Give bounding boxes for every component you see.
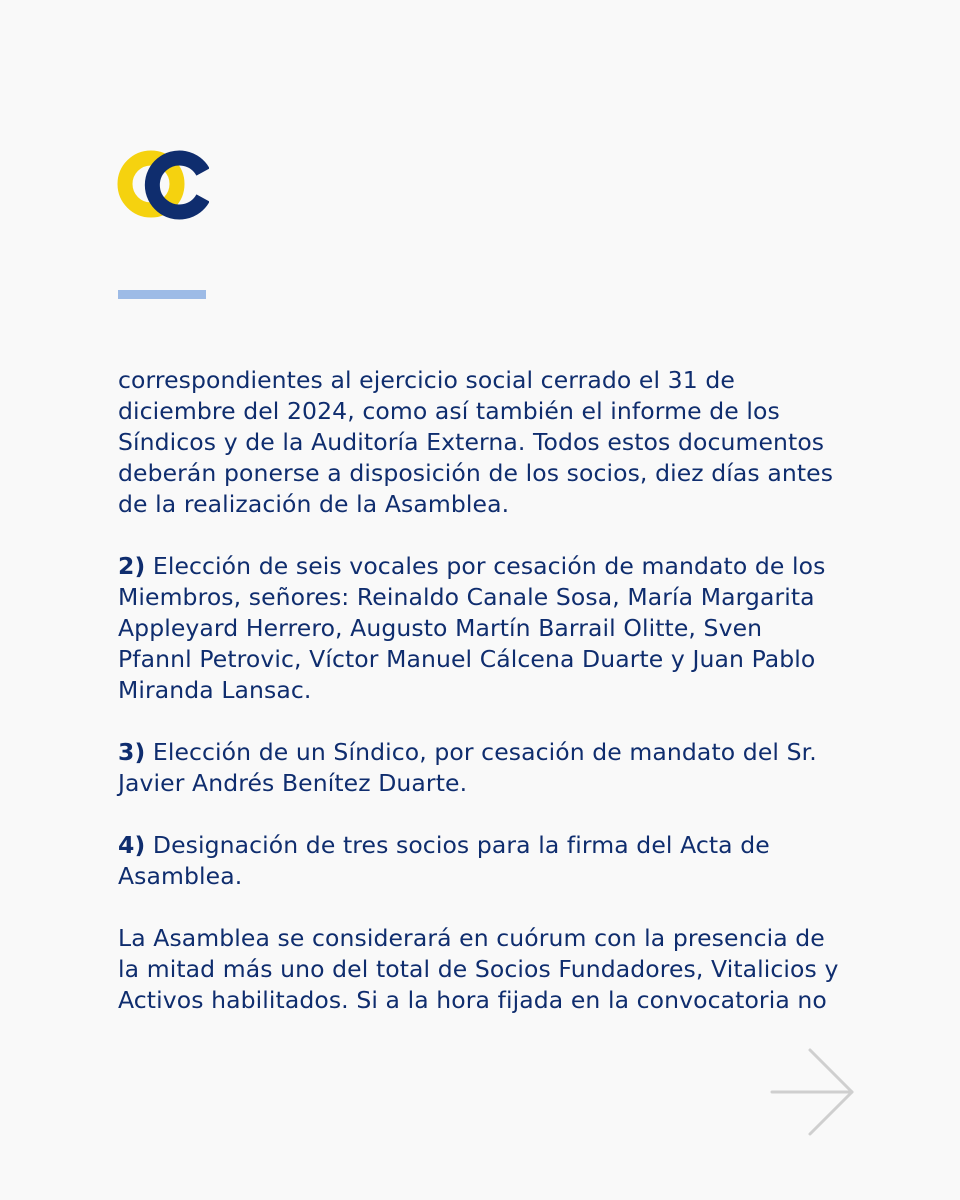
item-text: Elección de un Síndico, por cesación de mandato del Sr. [152, 738, 817, 766]
text-line [118, 737, 918, 768]
text-line: Miembros, señores: Reinaldo Canale Sosa, María Margarita [118, 583, 815, 611]
agenda-item-4 [118, 830, 918, 892]
text-line: de la realización de la Asamblea. [118, 490, 510, 518]
text-line: Activos habilitados. Si a la hora fijada en la convocatoria no [118, 986, 827, 1014]
paragraph-quorum [118, 923, 918, 1016]
agenda-item-2 [118, 551, 918, 706]
text-line: Pfannl Petrovic, Víctor Manuel Cálcena Duarte y Juan Pablo [118, 645, 816, 673]
agenda-item-3 [118, 737, 918, 799]
text-line: La Asamblea se considerará en cuórum con la presencia de [118, 924, 825, 952]
document-body [118, 365, 918, 1047]
text-line: Asamblea. [118, 862, 243, 890]
text-line: deberán ponerse a disposición de los socios, diez días antes [118, 459, 834, 487]
text-line [118, 551, 918, 582]
text-line: correspondientes al ejercicio social cerrado el 31 de [118, 366, 735, 394]
item-number: 2) [118, 552, 146, 580]
text-line [118, 830, 918, 861]
accent-divider [118, 290, 206, 299]
paragraph-intro-continued [118, 365, 918, 520]
item-number: 3) [118, 738, 146, 766]
cc-monogram-logo [117, 150, 209, 220]
text-line: Javier Andrés Benítez Duarte. [118, 769, 468, 797]
arrow-right-icon[interactable] [768, 1046, 858, 1138]
text-line: Síndicos y de la Auditoría Externa. Todos estos documentos [118, 428, 825, 456]
item-number: 4) [118, 831, 146, 859]
text-line: Appleyard Herrero, Augusto Martín Barrail Olitte, Sven [118, 614, 763, 642]
text-line: diciembre del 2024, como así también el informe de los [118, 397, 780, 425]
item-text: Designación de tres socios para la firma del Acta de [152, 831, 770, 859]
text-line: la mitad más uno del total de Socios Fundadores, Vitalicios y [118, 955, 839, 983]
item-text: Elección de seis vocales por cesación de mandato de los [152, 552, 826, 580]
text-line: Miranda Lansac. [118, 676, 312, 704]
